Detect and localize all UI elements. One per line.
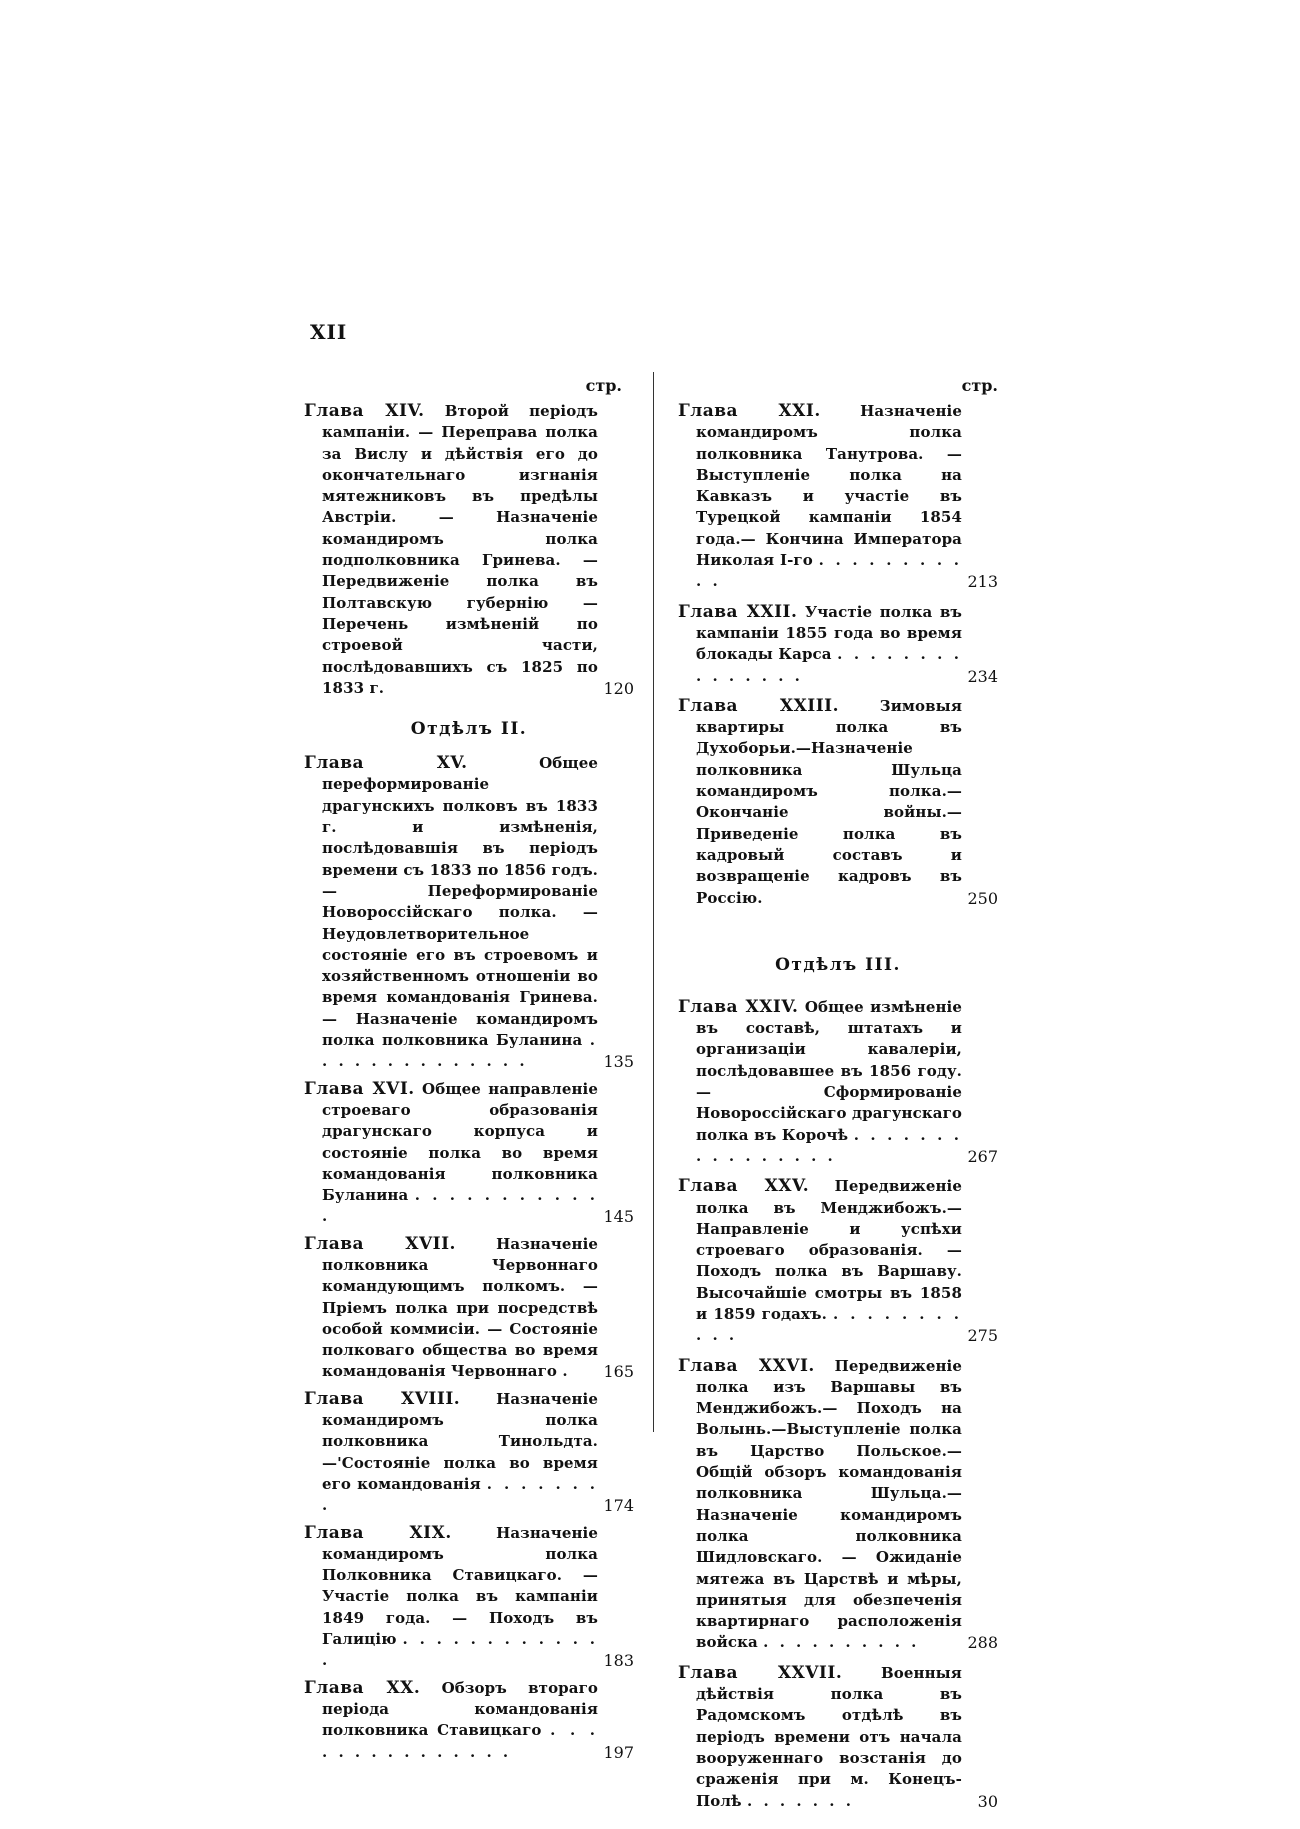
page-reference: 275 <box>967 1326 998 1346</box>
chapter-description: Военныя дѣйствія полка въ Радомскомъ отдѣлѣ въ періодъ времени отъ начала вооруженнаго возстанія до сраженія при м. Конецъ-Полѣ <box>696 1663 962 1810</box>
chapter-description: Передвиженіе полка изъ Варшавы въ Менджибожъ.— Походъ на Волынь.—Выступленіе полка въ Царство Польское.—Общій обзоръ командованія полковника Шульца.—Назначеніе командиромъ полка полковника Шидловскаго. — Ожиданіе мятежа въ Царствѣ и мѣры, принятыя для обезпеченія квартирнаго расположенія войска <box>696 1356 962 1652</box>
page-reference: 30 <box>977 1791 998 1811</box>
toc-entry <box>678 997 998 1167</box>
leader-dots: . . . . . . . . . . <box>763 1633 920 1652</box>
chapter-description: Общее направленіе строеваго образованія драгунскаго корпуса и состояніе полка во время командованія полковника Буланина <box>322 1079 598 1205</box>
chapter-heading: Глава XXIV. <box>678 996 799 1017</box>
page-reference: 145 <box>603 1207 634 1227</box>
toc-entry <box>304 1234 634 1383</box>
section-heading: Отдѣлъ II. <box>410 719 528 740</box>
chapter-description: Общее переформированіе драгунскихъ полковъ въ 1833 г. и измѣненія, послѣдовавшія въ періодъ времени съ 1833 по 1856 годъ. — Переформированіе Новороссійскаго полка. — Неудовлетворительное состояніе его въ строевомъ и хозяйственномъ отношеніи во время командованія Гринева. — Назначеніе командиромъ полка полковника Буланина <box>322 754 598 1050</box>
chapter-heading: Глава XXII. <box>678 601 798 622</box>
leader-dots: . . . . . . . . . . . . . . . <box>322 1721 598 1761</box>
leader-dots: . . . . . . . . . . . <box>696 551 962 591</box>
page-reference: 120 <box>603 678 634 698</box>
chapter-description: Второй періодъ кампаніи. — Переправа полка за Вислу и дѣйствія его до окончательнаго изгнанія мятежниковъ въ предѣлы Австріи. — Назначеніе командиромъ полка подполковника Гринева. — Передвиженіе полка въ Полтавскую губернію —Перечень измѣненій по строевой части, послѣдовавшихъ съ 1825 по 1833 г. <box>322 402 599 697</box>
page-reference: 183 <box>603 1651 634 1671</box>
chapter-heading: Глава XXIII. <box>678 695 840 716</box>
leader-dots: . <box>562 1362 571 1381</box>
toc-entry <box>678 401 998 593</box>
toc-entry <box>304 1523 634 1672</box>
column-divider <box>653 372 654 1432</box>
page-reference: 288 <box>967 1633 998 1653</box>
page-reference: 135 <box>603 1052 634 1072</box>
toc-entry <box>304 1389 634 1517</box>
chapter-heading: Глава XXVI. <box>678 1355 815 1376</box>
toc-entry <box>304 401 634 699</box>
chapter-heading: Глава XIV. <box>304 401 425 421</box>
chapter-description: Назначеніе командиромъ полка Полковника Ставицкаго. — Участіе полка въ кампаніи 1849 года. — Походъ въ Галицію <box>322 1523 598 1649</box>
toc-entry <box>678 1663 998 1812</box>
leader-dots: . . . . . . . . . . . <box>696 1304 962 1345</box>
page-reference: 197 <box>603 1742 634 1762</box>
toc-entry <box>678 602 998 687</box>
page-reference: 234 <box>967 666 998 686</box>
chapter-heading: Глава XVII. <box>304 1233 456 1254</box>
chapter-description: Зимовыя квартиры полка въ Духоборьи.—Назначеніе полковника Шульца командиромъ полка.—Окончаніе войны.— Приведеніе полка въ кадровый составъ и возвращеніе кадровъ въ Россію. <box>696 696 962 907</box>
chapter-description: Участіе полка въ кампаніи 1855 года во время блокады Карса <box>696 602 963 664</box>
chapter-description: Назначеніе полковника Червоннаго командующимъ полкомъ. — Пріемъ полка при посредствѣ особой коммисіи. — Состояніе полковаго общества во время командованія Червоннаго <box>322 1234 599 1381</box>
chapter-heading: Глава XX. <box>304 1677 421 1698</box>
chapter-heading: Глава XXV. <box>678 1176 810 1197</box>
leader-dots: . . . . . . . . <box>322 1474 598 1515</box>
chapter-description: Общее измѣненіе въ составѣ, штатахъ и организаціи кавалеріи, послѣдовавшее въ 1856 году. — Сформированіе Новороссійскаго драгунскаго полка въ Корочѣ <box>696 997 962 1144</box>
page-reference: 213 <box>967 572 998 592</box>
toc-right-column <box>678 376 998 1812</box>
leader-dots: . . . . . . . . . . . . . . . <box>696 645 962 685</box>
page-reference: 250 <box>967 888 998 908</box>
page-number: XII <box>310 320 348 344</box>
leader-dots: . . . . . . . . . . . . . . <box>322 1031 598 1071</box>
chapter-heading: Глава XVI. <box>304 1078 415 1099</box>
toc-entry <box>304 1678 634 1763</box>
page-column-label: стр. <box>961 376 998 395</box>
leader-dots: . . . . . . . <box>747 1791 854 1810</box>
toc-entry <box>678 1356 998 1654</box>
toc-entry <box>304 753 634 1072</box>
toc-entry <box>304 1079 634 1228</box>
toc-entry <box>678 1176 998 1346</box>
toc-left-column <box>304 376 634 1763</box>
chapter-heading: Глава XIX. <box>304 1522 452 1543</box>
leader-dots: . . . . . . . . . . . . . <box>322 1630 598 1670</box>
leader-dots: . . . . . . . . . . . . . . . . <box>696 1125 963 1165</box>
page-column-label: стр. <box>585 376 622 395</box>
chapter-heading: Глава XVIII. <box>304 1388 461 1409</box>
leader-dots: . . . . . . . . . . . . <box>322 1186 598 1226</box>
chapter-description: Назначеніе командиромъ полка полковника Танутрова. — Выступленіе полка на Кавказъ и участіе въ Турецкой кампаніи 1854 года.— Кончина Императора Николая I-го <box>696 402 962 570</box>
chapter-description: Обзоръ втораго періода командованія полковника Ставицкаго <box>322 1678 598 1740</box>
section-heading: Отдѣлъ III. <box>775 954 901 975</box>
chapter-description: Передвиженіе полка въ Менджибожъ.—Направленіе и успѣхи строеваго образованія. — Походъ полка въ Варшаву. Высочайшіе смотры въ 1858 и 1859 годахъ. <box>696 1177 962 1323</box>
page-reference: 267 <box>967 1146 998 1166</box>
page-reference: 165 <box>603 1362 634 1382</box>
page-reference: 174 <box>603 1496 634 1516</box>
toc-entry <box>678 696 998 909</box>
chapter-heading: Глава XXI. <box>678 401 821 421</box>
chapter-heading: Глава XV. <box>304 753 468 774</box>
chapter-description: Назначеніе командиромъ полка полковника Тинольдта. —'Состояніе полка во время его командованія <box>322 1389 598 1493</box>
chapter-heading: Глава XXVII. <box>678 1662 843 1683</box>
